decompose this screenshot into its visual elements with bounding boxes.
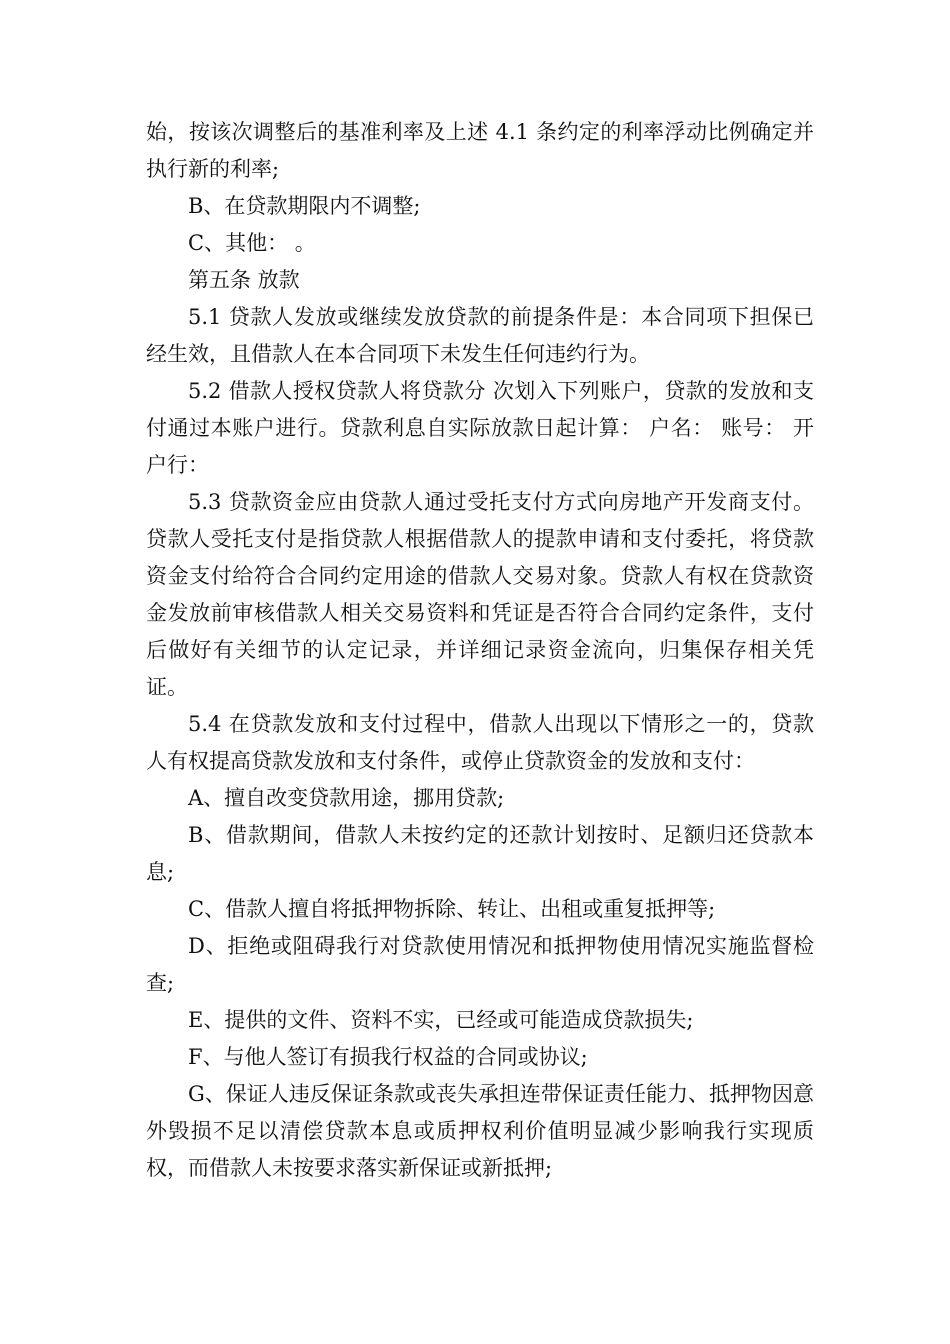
item-e: E、提供的文件、资料不实，已经或可能造成贷款损失;	[188, 1008, 694, 1032]
paragraph-option-b: B、在贷款期限内不调整;	[188, 194, 421, 218]
paragraph-option-c: C、其他： 。	[188, 231, 316, 255]
item-a: A、擅自改变贷款用途，挪用贷款;	[188, 786, 505, 810]
document-body	[146, 114, 814, 1187]
clause-5-3: 5.3 贷款资金应由贷款人通过受托支付方式向房地产开发商支付。贷款人受托支付是指贷款人根据借款人的提款申请和支付委托，将贷款资金支付给符合合同约定用途的借款人交易对象。贷款人有权在贷款资金发放前审核借款人相关交易资料和凭证是否符合合同约定条件，支付后做好有关细节的认定记录，并详细记录资金流向，归集保存相关凭证。	[146, 490, 814, 699]
paragraph-continuation: 始，按该次调整后的基准利率及上述 4.1 条约定的利率浮动比例确定并执行新的利率;	[146, 120, 814, 181]
clause-5-4: 5.4 在贷款发放和支付过程中，借款人出现以下情形之一的，贷款人有权提高贷款发放和支付条件，或停止贷款资金的发放和支付：	[146, 712, 814, 773]
item-c: C、借款人擅自将抵押物拆除、转让、出租或重复抵押等;	[188, 897, 716, 921]
item-f: F、与他人签订有损我行权益的合同或协议;	[188, 1045, 588, 1069]
item-b: B、借款期间，借款人未按约定的还款计划按时、足额归还贷款本息;	[146, 823, 814, 884]
section-heading: 第五条 放款	[188, 268, 300, 292]
clause-5-2: 5.2 借款人授权贷款人将贷款分 次划入下列账户，贷款的发放和支付通过本账户进行。贷款利息自实际放款日起计算： 户名： 账号： 开户行：	[146, 379, 814, 477]
clause-5-1: 5.1 贷款人发放或继续发放贷款的前提条件是：本合同项下担保已经生效，且借款人在本合同项下未发生任何违约行为。	[146, 305, 814, 366]
item-g: G、保证人违反保证条款或丧失承担连带保证责任能力、抵押物因意外毁损不足以清偿贷款本息或质押权利价值明显减少影响我行实现质权，而借款人未按要求落实新保证或新抵押;	[146, 1082, 814, 1180]
item-d: D、拒绝或阻碍我行对贷款使用情况和抵押物使用情况实施监督检查;	[146, 934, 814, 995]
